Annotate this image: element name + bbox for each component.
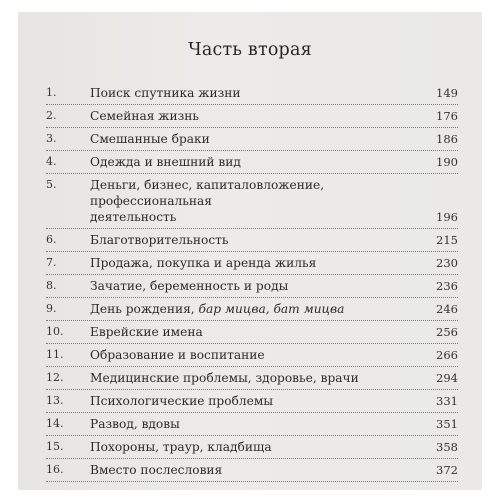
toc-entry-title bbox=[90, 108, 412, 124]
toc-entry-page-number: 246 bbox=[436, 302, 458, 316]
toc-entry-number: 5. bbox=[46, 178, 57, 191]
toc-entry bbox=[46, 252, 458, 275]
toc-entry-page-number: 236 bbox=[436, 279, 458, 293]
section-heading: Часть вторая bbox=[188, 40, 312, 60]
toc-entry-page-number: 358 bbox=[436, 440, 458, 454]
toc-entry bbox=[46, 128, 458, 151]
toc-entry bbox=[46, 344, 458, 367]
toc-entry-title-text: Психологические проблемы bbox=[90, 394, 274, 408]
toc-entry bbox=[46, 390, 458, 413]
toc-entry bbox=[46, 298, 458, 321]
toc-entry-title-text: Благотворительность bbox=[90, 233, 229, 247]
toc-entry-page-number: 186 bbox=[436, 132, 458, 146]
toc-entry-page-number: 149 bbox=[436, 86, 458, 100]
toc-entry-title-text: Еврейские имена bbox=[90, 325, 203, 339]
toc-entry-page-number: 294 bbox=[436, 371, 458, 385]
toc-entry-title-text: Смешанные браки bbox=[90, 132, 210, 146]
toc-entry-number: 11. bbox=[46, 348, 64, 361]
toc-entry bbox=[46, 174, 458, 229]
toc-entry-title bbox=[90, 154, 412, 170]
toc-entry-page-number: 351 bbox=[436, 417, 458, 431]
toc-entry-page-number: 196 bbox=[436, 210, 458, 224]
toc-entry-title-italic: бар мицва, бат мицва bbox=[198, 302, 345, 316]
toc-entry-number: 16. bbox=[46, 463, 64, 476]
toc-entry bbox=[46, 413, 458, 436]
toc-entry-title-text: Зачатие, беременность и роды bbox=[90, 279, 289, 293]
table-of-contents bbox=[46, 82, 458, 482]
toc-entry-title-text: Продажа, покупка и аренда жилья bbox=[90, 256, 317, 270]
toc-entry bbox=[46, 105, 458, 128]
toc-entry-title bbox=[90, 416, 412, 432]
toc-entry-number: 4. bbox=[46, 155, 57, 168]
toc-entry-title bbox=[90, 232, 412, 248]
toc-entry-number: 3. bbox=[46, 132, 57, 145]
toc-entry-title bbox=[90, 177, 412, 225]
toc-entry-page-number: 176 bbox=[436, 109, 458, 123]
toc-entry bbox=[46, 367, 458, 390]
book-page bbox=[18, 12, 482, 490]
toc-entry-title bbox=[90, 347, 412, 363]
toc-entry bbox=[46, 459, 458, 482]
toc-entry-number: 9. bbox=[46, 302, 57, 315]
toc-entry-title-text: Поиск спутника жизни bbox=[90, 86, 241, 100]
toc-entry-page-number: 230 bbox=[436, 256, 458, 270]
toc-entry-title bbox=[90, 301, 412, 317]
toc-entry-title bbox=[90, 255, 412, 271]
toc-entry bbox=[46, 151, 458, 174]
toc-entry-number: 8. bbox=[46, 279, 57, 292]
toc-entry-number: 15. bbox=[46, 440, 64, 453]
toc-entry-title bbox=[90, 85, 412, 101]
toc-entry-title-text: Развод, вдовы bbox=[90, 417, 180, 431]
toc-entry-number: 13. bbox=[46, 394, 64, 407]
toc-entry-number: 2. bbox=[46, 109, 57, 122]
toc-entry-title bbox=[90, 131, 412, 147]
toc-entry-title-text: Образование и воспитание bbox=[90, 348, 265, 362]
toc-entry-title-line2: деятельность bbox=[90, 210, 177, 224]
toc-entry bbox=[46, 82, 458, 105]
toc-entry-title-text: Одежда и внешний вид bbox=[90, 155, 241, 169]
toc-entry-title-text: Семейная жизнь bbox=[90, 109, 200, 123]
toc-entry bbox=[46, 229, 458, 252]
toc-entry-number: 12. bbox=[46, 371, 64, 384]
toc-entry-title bbox=[90, 370, 412, 386]
toc-entry-number: 6. bbox=[46, 233, 57, 246]
toc-entry-page-number: 190 bbox=[436, 155, 458, 169]
toc-entry-number: 14. bbox=[46, 417, 64, 430]
toc-entry-title-text: День рождения, bbox=[90, 302, 199, 316]
toc-entry-title bbox=[90, 324, 412, 340]
toc-entry-title bbox=[90, 462, 412, 478]
toc-entry-page-number: 331 bbox=[436, 394, 458, 408]
toc-entry-number: 1. bbox=[46, 86, 57, 99]
toc-entry-page-number: 215 bbox=[436, 233, 458, 247]
toc-entry-title-text: Вместо послесловия bbox=[90, 463, 223, 477]
toc-entry-page-number: 372 bbox=[436, 463, 458, 477]
toc-entry-page-number: 266 bbox=[436, 348, 458, 362]
toc-entry bbox=[46, 321, 458, 344]
toc-entry-number: 7. bbox=[46, 256, 57, 269]
toc-entry bbox=[46, 275, 458, 298]
toc-entry-page-number: 256 bbox=[436, 325, 458, 339]
toc-entry-title-text: Деньги, бизнес, капиталовложение, профессиональная bbox=[90, 178, 325, 208]
toc-entry-title bbox=[90, 439, 412, 455]
toc-entry-title-text: Медицинские проблемы, здоровье, врачи bbox=[90, 371, 359, 385]
toc-entry-title bbox=[90, 278, 412, 294]
toc-entry-title-text: Похороны, траур, кладбища bbox=[90, 440, 272, 454]
toc-entry-title bbox=[90, 393, 412, 409]
toc-entry-number: 10. bbox=[46, 325, 64, 338]
toc-entry bbox=[46, 436, 458, 459]
